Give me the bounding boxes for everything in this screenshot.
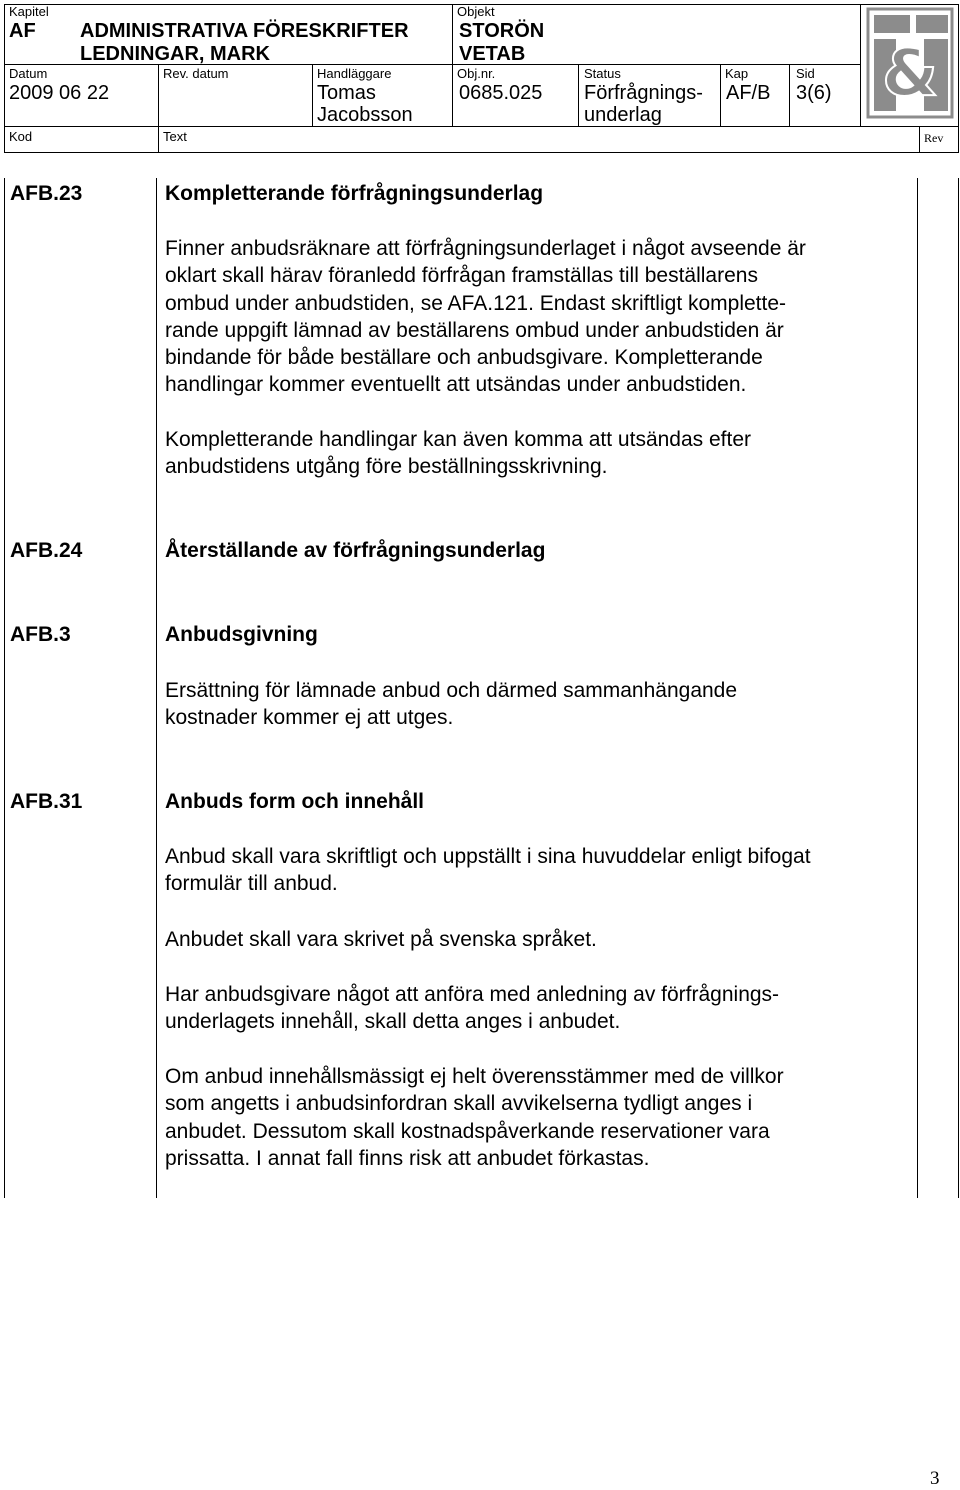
- objnr-value: 0685.025: [459, 82, 543, 104]
- sid-value: 3(6): [796, 82, 832, 104]
- document-title-line1: ADMINISTRATIVA FÖRESKRIFTER: [80, 20, 409, 42]
- section-heading: Anbudsgivning: [165, 623, 318, 646]
- objekt-line2: VETAB: [459, 43, 526, 65]
- datum-label: Datum: [9, 66, 48, 81]
- paragraph: [165, 926, 905, 953]
- handlaggare-line1: Tomas: [317, 82, 376, 104]
- text-line: Finner anbudsräknare att förfrågningsunderlaget i något avseende är: [165, 237, 806, 260]
- text-line: anbudstidens utgång före beställningsskrivning.: [165, 455, 608, 479]
- page-number: 3: [930, 1468, 940, 1489]
- text-line: bindande för både beställare och anbudsgivare. Kompletterande: [165, 346, 763, 370]
- header-logo-divider: [860, 4, 861, 126]
- header-border-left: [4, 4, 5, 153]
- text-line: Anbudet skall vara skrivet på svenska språket.: [165, 928, 597, 951]
- handlaggare-label: Handläggare: [317, 66, 392, 81]
- text-line: Om anbud innehållsmässigt ej helt överensstämmer med de villkor: [165, 1065, 784, 1088]
- text-line: formulär till anbud.: [165, 872, 338, 896]
- text-line: underlagets innehåll, skall detta anges i anbudet.: [165, 1010, 621, 1034]
- status-line1: Förfrågnings-: [584, 82, 703, 104]
- objekt-label: Objekt: [457, 4, 495, 19]
- text-label: Text: [163, 129, 187, 144]
- paragraph: [165, 426, 905, 481]
- section-code: AFB.23: [10, 182, 83, 205]
- body-border-right: [958, 178, 959, 1198]
- company-logo-icon: [866, 7, 954, 119]
- text-line: Anbud skall vara skriftligt och uppställt i sina huvuddelar enligt bifogat: [165, 845, 811, 868]
- section-code: AFB.3: [10, 623, 71, 646]
- header-border-right: [958, 4, 959, 153]
- text-line: ombud under anbudstiden, se AFA.121. Endast skriftligt komplette-: [165, 291, 787, 315]
- header-border-bottom: [4, 152, 959, 153]
- document-title-line2: LEDNINGAR, MARK: [80, 43, 270, 65]
- objekt-line1: STORÖN: [459, 20, 545, 42]
- text-line: rande uppgift lämnad av beställarens ombud under anbudstiden är: [165, 318, 784, 342]
- section-heading: Anbuds form och innehåll: [165, 790, 425, 813]
- handlaggare-line2: Jacobsson: [317, 104, 413, 126]
- paragraph: [165, 677, 905, 732]
- sid-label: Sid: [796, 66, 815, 81]
- section-code: AFB.24: [10, 539, 83, 562]
- kap-value: AF/B: [726, 82, 771, 104]
- text-line: kostnader kommer ej att utges.: [165, 706, 454, 730]
- kap-label: Kap: [725, 66, 749, 81]
- paragraph: [165, 235, 905, 399]
- status-line2: underlag: [584, 104, 662, 126]
- text-line: handlingar kommer eventuellt att utsändas under anbudstiden.: [165, 373, 747, 397]
- paragraph: [165, 843, 905, 898]
- text-line: anbudet. Dessutom skall kostnadspåverkande reservationer vara: [165, 1119, 770, 1143]
- kod-label: Kod: [9, 129, 33, 144]
- header-divider-objnr: [452, 64, 453, 126]
- body-border-left: [4, 178, 5, 1198]
- datum-value: 2009 06 22: [9, 82, 110, 104]
- text-line: Har anbudsgivare något att anföra med anledning av förfrågnings-: [165, 983, 780, 1006]
- body-rev-divider: [917, 178, 918, 1198]
- header-row-divider-2: [4, 126, 959, 127]
- rev-label: Rev: [924, 131, 944, 145]
- svg-text:&: &: [882, 37, 938, 111]
- header-divider-status: [578, 64, 579, 126]
- text-line: Ersättning för lämnade anbud och därmed sammanhängande: [165, 679, 738, 702]
- text-line: Kompletterande handlingar kan även komma att utsändas efter: [165, 428, 752, 451]
- status-label: Status: [584, 66, 621, 81]
- header-divider-handlaggare: [312, 64, 313, 126]
- header-divider-revdatum: [158, 64, 159, 153]
- text-line: prissatta. I annat fall finns risk att anbudet förkastas.: [165, 1146, 650, 1170]
- section-heading: Kompletterande förfrågningsunderlag: [165, 182, 544, 205]
- paragraph: [165, 981, 905, 1036]
- objnr-label: Obj.nr.: [457, 66, 496, 81]
- document-header: [4, 4, 959, 153]
- body-column-divider: [156, 178, 157, 1198]
- kapitel-label: Kapitel: [9, 4, 49, 19]
- section-code: AFB.31: [10, 790, 83, 813]
- header-divider-object: [452, 4, 453, 64]
- paragraph: [165, 1063, 905, 1172]
- header-divider-rev: [919, 126, 920, 153]
- kapitel-value: AF: [9, 20, 36, 42]
- text-line: oklart skall härav föranledd förfrågan framställas till beställarens: [165, 264, 758, 288]
- header-divider-sid: [789, 64, 790, 126]
- revdatum-label: Rev. datum: [163, 66, 229, 81]
- section-heading: Återställande av förfrågningsunderlag: [165, 539, 546, 562]
- text-line: som angetts i anbudsinfordran skall avvikelserna tydligt anges i: [165, 1092, 753, 1116]
- header-divider-kap: [720, 64, 721, 126]
